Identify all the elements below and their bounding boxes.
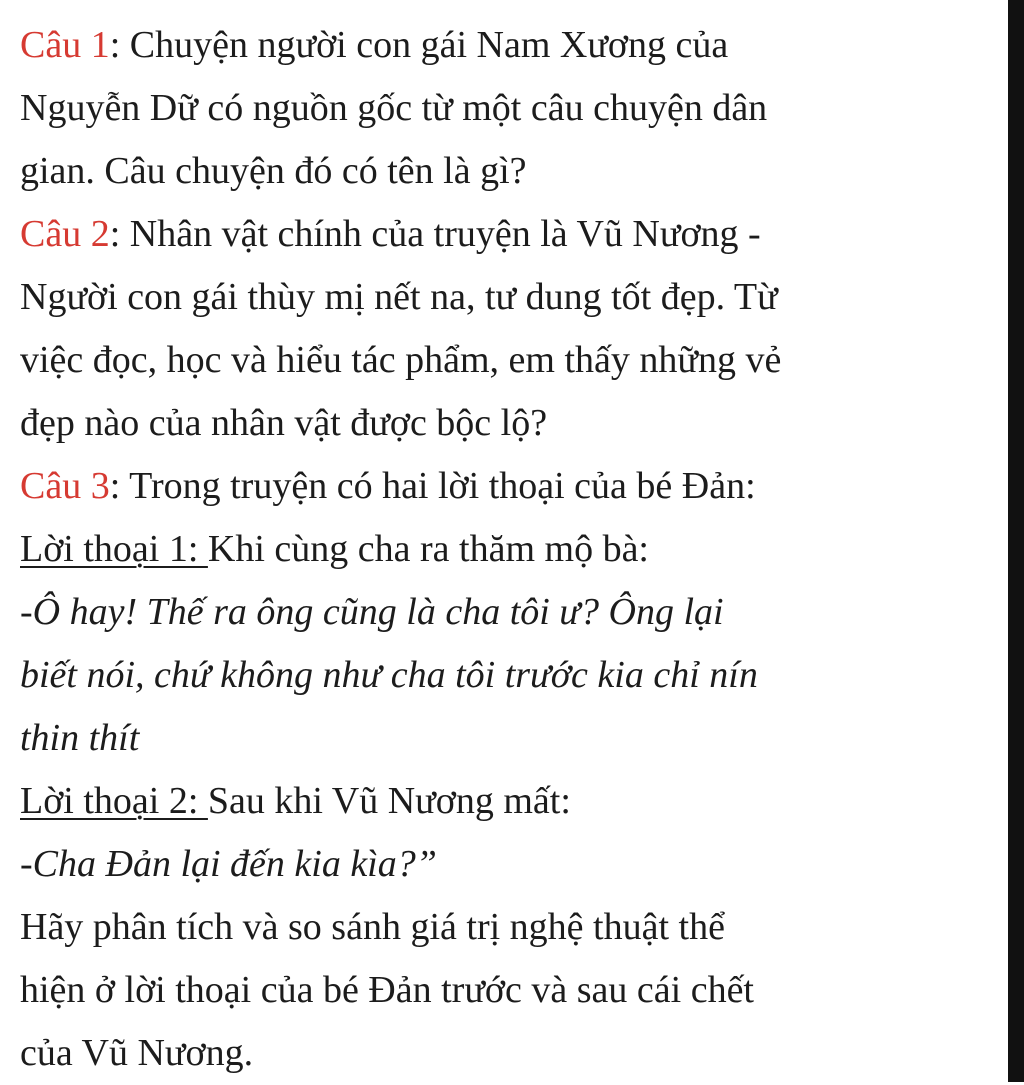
question-2-line-3: việc đọc, học và hiểu tác phẩm, em thấy những vẻ: [20, 339, 782, 381]
question-2-text: : Nhân vật chính của truyện là Vũ Nương -: [109, 213, 761, 255]
dialog-2-heading: [20, 770, 990, 833]
question-2-line-4: đẹp nào của nhân vật được bộc lộ?: [20, 402, 548, 444]
dialog-1-quote-line-1: -Ô hay! Thế ra ông cũng là cha tôi ư? Ông lại: [20, 591, 724, 633]
dialog-1-heading: [20, 518, 990, 581]
question-1-line-2: Nguyễn Dữ có nguồn gốc từ một câu chuyện dân: [20, 87, 768, 129]
dialog-1-quote-line-2: biết nói, chứ không như cha tôi trước kia chỉ nín: [20, 654, 758, 696]
right-edge-border: [1008, 0, 1024, 1082]
dialog-1-quote-line-3: thin thít: [20, 717, 140, 759]
question-3-label: Câu 3: [20, 465, 110, 507]
question-2-line-1: [20, 203, 990, 266]
question-text-block: [20, 14, 990, 1085]
question-3-line-1: [20, 455, 990, 518]
question-2-label: Câu 2: [20, 213, 110, 255]
question-2-line-2: Người con gái thùy mị nết na, tư dung tốt đẹp. Từ: [20, 276, 778, 318]
question-3-text: : Trong truyện có hai lời thoại của bé Đản:: [109, 465, 756, 507]
dialog-2-context: Sau khi Vũ Nương mất:: [207, 780, 571, 822]
question-1-label: Câu 1: [20, 24, 110, 66]
task-line-2: hiện ở lời thoại của bé Đản trước và sau cái chết: [20, 969, 754, 1011]
dialog-2-label: Lời thoại 2:: [20, 780, 208, 822]
dialog-1-context: Khi cùng cha ra thăm mộ bà:: [207, 528, 649, 570]
question-1-line-3: gian. Câu chuyện đó có tên là gì?: [20, 150, 527, 192]
question-1-line-1: [20, 14, 990, 77]
dialog-1-label: Lời thoại 1:: [20, 528, 208, 570]
question-1-text: : Chuyện người con gái Nam Xương của: [109, 24, 729, 66]
dialog-2-quote-line-1: -Cha Đản lại đến kia kìa?”: [20, 843, 437, 885]
task-line-3: của Vũ Nương.: [20, 1032, 254, 1074]
task-line-1: Hãy phân tích và so sánh giá trị nghệ thuật thể: [20, 906, 725, 948]
